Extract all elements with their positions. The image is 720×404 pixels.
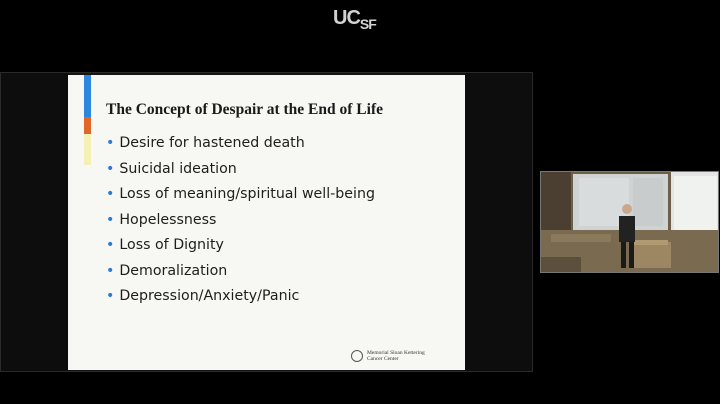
logo-sf-text: SF	[359, 16, 376, 32]
speaker-video-image	[541, 172, 719, 273]
bullet-dot-icon: •	[106, 211, 115, 228]
slide-title: The Concept of Despair at the End of Life	[106, 101, 383, 118]
bullet-list	[106, 131, 375, 310]
bullet-item: • Loss of Dignity	[106, 237, 224, 253]
slide-left-margin	[1, 73, 68, 371]
bullet-item: • Demoralization	[106, 262, 228, 279]
msk-logo-text: Memorial Sloan Kettering Cancer Center	[367, 350, 425, 362]
slide-right-margin	[465, 73, 532, 371]
msk-emblem-icon	[351, 350, 363, 362]
bullet-dot-icon: •	[106, 237, 115, 253]
bullet-item: • Hopelessness	[106, 211, 217, 228]
bullet-item: • Desire for hastened death	[106, 135, 305, 151]
speaker-video-feed[interactable]	[540, 171, 719, 273]
accent-bar-yellow	[84, 134, 91, 165]
bullet-item: • Suicidal ideation	[106, 160, 237, 177]
msk-logo	[351, 350, 425, 362]
accent-bar-blue	[84, 75, 91, 117]
presentation-slide-panel	[0, 72, 533, 372]
bullet-dot-icon: •	[106, 288, 115, 304]
bullet-dot-icon: •	[106, 262, 115, 279]
ucsf-logo	[333, 7, 376, 30]
bullet-dot-icon: •	[106, 135, 115, 151]
slide-content	[68, 75, 465, 370]
bullet-item: • Loss of meaning/spiritual well-being	[106, 186, 375, 202]
bullet-dot-icon: •	[106, 160, 115, 177]
bullet-item: • Depression/Anxiety/Panic	[106, 288, 300, 304]
accent-bar-orange	[84, 117, 91, 134]
bullet-dot-icon: •	[106, 186, 115, 202]
logo-uc-text: UC	[333, 7, 360, 29]
